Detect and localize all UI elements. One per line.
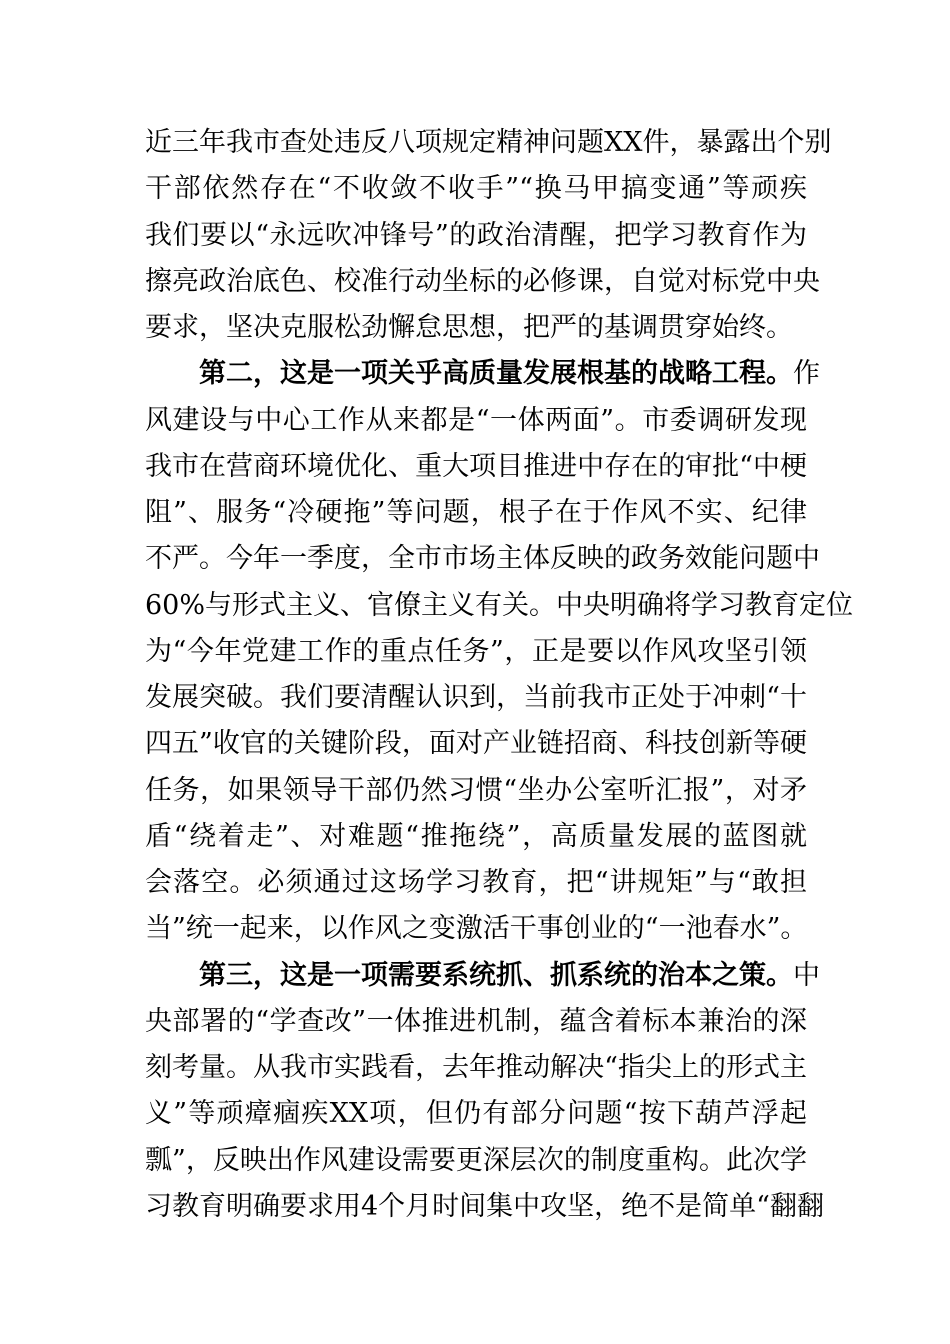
paragraph-1 — [145, 120, 832, 351]
paragraph-2 — [145, 351, 854, 952]
text-line: 我们要以“永远吹冲锋号”的政治清醒，把学习教育作为 — [145, 219, 807, 251]
paragraph-3 — [145, 953, 824, 1231]
text-line — [145, 351, 820, 397]
text-line: 盾“绕着走”、对难题“推拖绕”，高质量发展的蓝图就 — [145, 820, 807, 852]
text-line: 为“今年党建工作的重点任务”，正是要以作风攻坚引领 — [145, 635, 807, 667]
text-span: 作 — [793, 358, 820, 390]
text-line — [145, 953, 820, 999]
text-line: 刻考量。从我市实践看，去年推动解决“指尖上的形式主 — [145, 1052, 807, 1083]
text-line: 瓢”，反映出作风建设需要更深层次的制度重构。此次学 — [145, 1144, 807, 1176]
text-line: 义”等顽瘴痼疾XX项，但仍有部分问题“按下葫芦浮起 — [145, 1098, 807, 1130]
text-line: 发展突破。我们要清醒认识到，当前我市正处于冲刺“十 — [145, 682, 807, 713]
text-line: 60%与形式主义、官僚主义有关。中央明确将学习教育定位 — [145, 589, 854, 621]
text-span: 中 — [793, 959, 820, 991]
text-line: 风建设与中心工作从来都是“一体两面”。市委调研发现 — [145, 404, 807, 436]
text-line: 近三年我市查处违反八项规定精神问题XX件，暴露出个别 — [145, 127, 832, 158]
text-line: 央部署的“学查改”一体推进机制，蕴含着标本兼治的深 — [145, 1005, 807, 1037]
text-line: 擦亮政治底色、校准行动坐标的必修课，自觉对标党中央 — [145, 265, 820, 297]
text-line: 任务，如果领导干部仍然习惯“坐办公室听汇报”，对矛 — [145, 774, 807, 806]
paragraph-heading: 第三，这是一项需要系统抓、抓系统的治本之策。 — [199, 959, 793, 991]
text-line: 会落空。必须通过这场学习教育，把“讲规矩”与“敢担 — [145, 867, 807, 898]
document-page — [145, 120, 854, 1230]
text-line: 要求，坚决克服松劲懈怠思想，把严的基调贯穿始终。 — [145, 312, 793, 343]
text-line: 不严。今年一季度，全市市场主体反映的政务效能问题中 — [145, 543, 820, 575]
text-line: 习教育明确要求用4个月时间集中攻坚，绝不是简单“翻翻 — [145, 1190, 824, 1222]
text-line: 干部依然存在“不收敛不收手”“换马甲搞变通”等顽疾 — [145, 173, 807, 205]
text-line: 阻”、服务“冷硬拖”等问题，根子在于作风不实、纪律 — [145, 497, 807, 528]
text-line: 四五”收官的关键阶段，面对产业链招商、科技创新等硬 — [145, 728, 807, 760]
paragraph-heading: 第二，这是一项关乎高质量发展根基的战略工程。 — [199, 358, 793, 390]
text-line: 我市在营商环境优化、重大项目推进中存在的审批“中梗 — [145, 450, 807, 482]
text-line: 当”统一起来，以作风之变激活干事创业的“一池春水”。 — [145, 913, 808, 945]
